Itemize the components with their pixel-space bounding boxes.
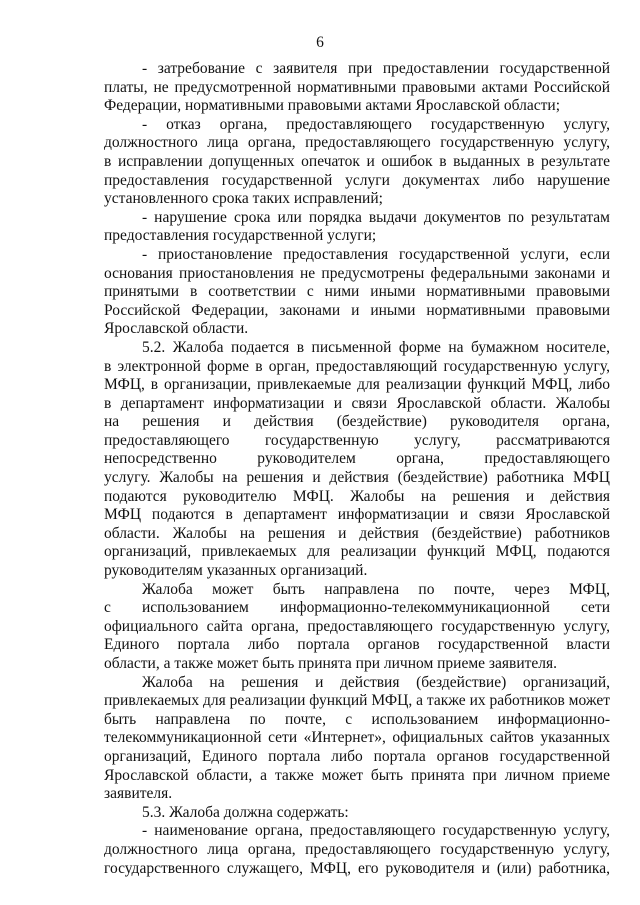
text-line: в исправлении допущенных опечаток и ошибок в выданных в результате	[104, 152, 610, 170]
text-line: Жалоба на решения и действия (бездействие) организаций,	[142, 673, 610, 691]
text-line: установленного срока таких исправлений;	[104, 190, 383, 208]
text-line: предоставляющего государственную услугу, рассматриваются	[104, 431, 610, 449]
text-line: - приостановление предоставления государственной услуги, если	[142, 245, 610, 263]
text-line: Российской Федерации, законами и иными нормативными правовыми	[104, 301, 610, 319]
text-line: подаются руководителю МФЦ. Жалобы на решения и действия	[104, 487, 610, 505]
text-line: МФЦ, в организации, привлекаемые для реализации функций МФЦ, либо	[104, 376, 610, 394]
text-line: принятыми в соответствии с ними иными нормативными правовыми	[104, 283, 610, 301]
text-line: официального сайта органа, предоставляющего государственную услугу,	[104, 617, 610, 635]
text-line: в департамент информатизации и связи Ярославской области. Жалобы	[104, 394, 610, 412]
text-line: быть направлена по почте, с использованием информационно-	[104, 710, 610, 728]
text-line: предоставления государственной услуги;	[104, 227, 377, 245]
text-line: Ярославской области.	[104, 320, 249, 338]
text-line: заявителя.	[104, 785, 173, 803]
text-line: - затребование с заявителя при предоставлении государственной	[142, 60, 610, 77]
text-line: - нарушение срока или порядка выдачи документов по результатам	[142, 208, 610, 226]
text-line: области. Жалобы на решения и действия (бездействие) работников	[104, 524, 610, 542]
text-line: с использованием информационно-телекоммуникационной сети	[104, 599, 610, 617]
text-line: Ярославской области, а также может быть принята при личном приеме	[104, 766, 610, 784]
text-line: должностного лица органа, предоставляющего государственную услугу,	[104, 840, 610, 858]
page-number: 6	[316, 34, 324, 51]
text-line: государственного служащего, МФЦ, его руководителя и (или) работника,	[104, 859, 610, 877]
text-line: непосредственно руководителем органа, предоставляющего	[104, 450, 610, 468]
text-line: основания приостановления не предусмотрены федеральными законами и	[104, 264, 610, 282]
text-line: области, а также может быть принята при личном приеме заявителя.	[104, 655, 558, 672]
text-line: Единого портала либо портала органов государственной власти	[104, 636, 610, 654]
text-line: 5.2. Жалоба подается в письменной форме на бумажном носителе,	[142, 338, 610, 356]
text-line: организаций, Единого портала либо портала органов государственной	[104, 747, 610, 765]
text-line: МФЦ подаются в департамент информатизации и связи Ярославской	[104, 506, 610, 524]
text-line: руководителям указанных организаций.	[104, 562, 368, 580]
text-line: предоставления государственной услуги документах либо нарушение	[104, 171, 610, 189]
text-line: телекоммуникационной сети «Интернет», официальных сайтов указанных	[104, 729, 610, 747]
document-body	[104, 60, 610, 878]
text-line: Федерации, нормативными правовыми актами Ярославской области;	[104, 97, 561, 115]
text-line: на решения и действия (бездействие) руководителя органа,	[104, 413, 610, 431]
text-line: 5.3. Жалоба должна содержать:	[142, 803, 349, 821]
text-line: должностного лица органа, предоставляющего государственную услугу,	[104, 134, 610, 152]
text-line: - наименование органа, предоставляющего государственную услугу,	[142, 822, 610, 840]
text-line: привлекаемых для реализации функций МФЦ, а также их работников может	[104, 692, 610, 710]
text-line: организаций, привлекаемых для реализации функций МФЦ, подаются	[104, 543, 610, 561]
text-line: услугу. Жалобы на решения и действия (бездействие) работника МФЦ	[104, 469, 610, 487]
text-line: - отказ органа, предоставляющего государственную услугу,	[142, 115, 610, 133]
text-line: платы, не предусмотренной нормативными правовыми актами Российской	[104, 78, 610, 96]
text-line: Жалоба может быть направлена по почте, через МФЦ,	[142, 580, 610, 598]
text-line: в электронной форме в орган, предоставляющий государственную услугу,	[104, 357, 610, 375]
